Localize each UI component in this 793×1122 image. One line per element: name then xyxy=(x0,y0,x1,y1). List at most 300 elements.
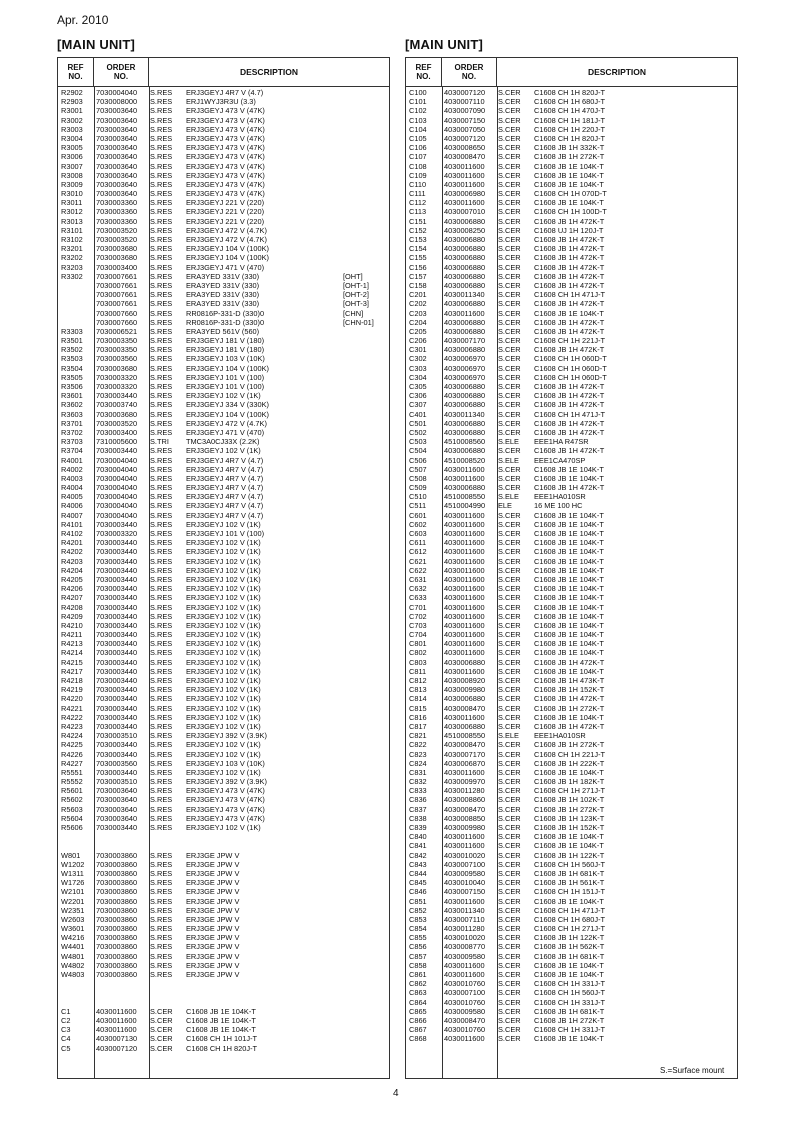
table-row xyxy=(406,685,737,694)
part-type: S.RES xyxy=(150,336,173,346)
description: C1608 JB 1H 472K-T xyxy=(534,253,605,263)
order-no: 4030011600 xyxy=(444,565,485,575)
table-row xyxy=(406,336,737,345)
part-type: S.CER xyxy=(498,161,521,171)
ref-no: R4221 xyxy=(61,703,83,713)
order-no: 4030011600 xyxy=(444,584,485,594)
table-row xyxy=(58,961,389,970)
part-type: S.CER xyxy=(498,409,521,419)
table-row xyxy=(58,988,389,997)
ref-no: C832 xyxy=(409,777,427,787)
order-no: 4030011600 xyxy=(444,170,485,180)
description: ERA3YED 331V (330) xyxy=(186,280,260,290)
ref-no: C101 xyxy=(409,97,427,107)
part-type: S.CER xyxy=(498,666,521,676)
order-no: 7030003350 xyxy=(96,345,138,355)
part-type: S.CER xyxy=(498,280,521,290)
ref-no: C158 xyxy=(409,280,427,290)
ref-no: W2603 xyxy=(61,914,85,924)
ref-no: C301 xyxy=(409,345,427,355)
part-type: S.CER xyxy=(150,1043,173,1053)
order-no: 4030011600 xyxy=(444,1034,485,1044)
ref-no: R5601 xyxy=(61,786,83,796)
table-row xyxy=(58,207,389,216)
order-no: 4030007150 xyxy=(444,115,486,125)
order-no: 4030011600 xyxy=(444,198,485,208)
order-no: 7030003860 xyxy=(96,951,138,961)
description: C1608 JB 1H 122K-T xyxy=(534,850,605,860)
ref-no: R4001 xyxy=(61,455,83,465)
table-row xyxy=(58,134,389,143)
description: C1608 JB 1H 152K-T xyxy=(534,685,605,695)
part-type: S.CER xyxy=(498,914,521,924)
description: ERJ3GE JPW V xyxy=(186,896,240,906)
ref-no: R4002 xyxy=(61,464,83,474)
table-row xyxy=(58,860,389,869)
description: ERJ3GEYJ 4R7 V (4.7) xyxy=(186,510,264,520)
ref-no: C817 xyxy=(409,721,427,731)
table-row xyxy=(58,520,389,529)
order-no: 4030011600 xyxy=(444,630,485,640)
order-no: 7030007661 xyxy=(96,271,138,281)
table-row xyxy=(58,621,389,630)
part-type: S.CER xyxy=(498,1015,521,1025)
ref-no: C603 xyxy=(409,529,427,538)
description: ERJ3GEYJ 104 V (100K) xyxy=(186,363,269,373)
table-row xyxy=(58,887,389,896)
part-type: S.RES xyxy=(150,97,173,107)
part-type: S.RES xyxy=(150,887,173,897)
order-no: 4030008470 xyxy=(444,804,486,814)
description: ERJ3GEYJ 104 V (100K) xyxy=(186,409,269,419)
ref-no: C833 xyxy=(409,786,427,796)
description: C1608 JB 1H 472K-T xyxy=(534,271,605,281)
description: ERJ3GEYJ 102 V (1K) xyxy=(186,602,261,612)
description: C1608 JB 1H 472K-T xyxy=(534,235,605,244)
ref-no: C5 xyxy=(61,1043,71,1053)
part-type: S.RES xyxy=(150,648,173,658)
part-type: S.CER xyxy=(498,1006,521,1016)
table-row xyxy=(58,851,389,860)
part-type: S.CER xyxy=(498,584,521,594)
ref-no: C845 xyxy=(409,878,427,888)
table-row xyxy=(406,639,737,648)
description: ERJ3GE JPW V xyxy=(186,878,240,888)
order-no: 7030004040 xyxy=(96,88,138,97)
order-no: 4030011600 xyxy=(444,538,485,548)
table-row xyxy=(58,731,389,740)
part-type: S.CER xyxy=(498,878,521,888)
table-row xyxy=(406,777,737,786)
part-type: S.RES xyxy=(150,179,173,189)
part-type: S.RES xyxy=(150,290,173,300)
page-number: 4 xyxy=(393,1088,399,1099)
ref-no: W4401 xyxy=(61,942,85,952)
part-type: S.CER xyxy=(498,538,521,548)
ref-no: R3704 xyxy=(61,446,83,456)
ref-no: C632 xyxy=(409,584,427,594)
table-row xyxy=(58,152,389,161)
part-type: S.RES xyxy=(150,731,173,741)
order-no: 4030006880 xyxy=(444,382,486,391)
ref-no: C852 xyxy=(409,905,427,915)
order-no: 4030007050 xyxy=(444,124,486,134)
table-row xyxy=(406,354,737,363)
ref-no: C202 xyxy=(409,299,427,309)
part-type: S.RES xyxy=(150,235,173,244)
description: ERJ3GEYJ 102 V (1K) xyxy=(186,666,261,676)
description: RR0816P-331-D (330)0 xyxy=(186,308,265,318)
description: C1608 JB 1H 272K-T xyxy=(534,152,605,162)
table-row xyxy=(58,584,389,593)
part-type: S.RES xyxy=(150,657,173,667)
ref-no: R3004 xyxy=(61,133,83,143)
part-type: S.CER xyxy=(498,887,521,897)
part-type: S.RES xyxy=(150,574,173,584)
ref-no: R4202 xyxy=(61,547,83,557)
part-type: S.CER xyxy=(498,418,521,428)
order-no: 4030008920 xyxy=(444,676,486,685)
ref-no: C704 xyxy=(409,630,427,640)
part-type: S.RES xyxy=(150,253,173,263)
ref-no: C701 xyxy=(409,602,427,612)
description: C1608 JB 1E 104K-T xyxy=(534,1034,604,1044)
part-type: S.ELE xyxy=(498,455,519,465)
ref-no: C306 xyxy=(409,391,427,401)
order-no: 4030006880 xyxy=(444,244,486,254)
description: C1608 JB 1H 472K-T xyxy=(534,262,605,272)
description: C1608 JB 1E 104K-T xyxy=(534,611,604,621)
order-no: 4030010760 xyxy=(444,979,486,989)
part-type: S.RES xyxy=(150,170,173,180)
ref-no: R4222 xyxy=(61,712,83,722)
right-table-body xyxy=(406,88,737,1044)
ref-no: C205 xyxy=(409,326,427,336)
order-no: 4030011600 xyxy=(444,639,485,649)
order-no: 4030011600 xyxy=(444,611,485,621)
order-no: 4510008550 xyxy=(444,731,486,741)
part-type: S.RES xyxy=(150,970,173,979)
order-no: 4030006880 xyxy=(444,253,486,263)
ref-no: C863 xyxy=(409,988,427,998)
ref-no: R3011 xyxy=(61,198,83,208)
table-row xyxy=(406,428,737,437)
order-no: 4030008470 xyxy=(444,740,486,750)
description: ERJ3GEYJ 472 V (4.7K) xyxy=(186,225,267,235)
order-no: 7030006521 xyxy=(96,326,138,336)
table-row xyxy=(406,648,737,657)
table-row xyxy=(406,768,737,777)
order-no: 4030009580 xyxy=(444,951,486,961)
order-no: 7030003400 xyxy=(96,262,138,272)
ref-no: C802 xyxy=(409,648,427,658)
ref-no: R3101 xyxy=(61,225,83,235)
table-row xyxy=(58,547,389,556)
table-row xyxy=(406,860,737,869)
order-no: 7030003350 xyxy=(96,336,138,346)
ref-no: C511 xyxy=(409,501,427,511)
description: ERJ3GEYJ 102 V (1K) xyxy=(186,676,261,685)
table-row xyxy=(58,768,389,777)
order-no: 4030006880 xyxy=(444,694,486,704)
description: C1608 JB 1E 104K-T xyxy=(534,896,604,906)
table-row xyxy=(406,832,737,841)
order-no: 7030003440 xyxy=(96,538,138,548)
part-type: S.RES xyxy=(150,363,173,373)
order-no: 4030007170 xyxy=(444,749,486,759)
ref-no: C157 xyxy=(409,271,427,281)
ref-no: C866 xyxy=(409,1015,427,1025)
description: C1608 JB 1E 104K-T xyxy=(534,170,604,180)
description: ERJ3GE JPW V xyxy=(186,960,240,970)
description: C1608 CH 1H 151J-T xyxy=(534,887,606,897)
table-row xyxy=(406,722,737,731)
ref-no: R4220 xyxy=(61,694,83,704)
description: ERA3YED 331V (330) xyxy=(186,290,260,300)
description: C1608 CH 1H 100D-T xyxy=(534,207,607,217)
part-type: S.RES xyxy=(150,804,173,814)
table-row xyxy=(406,180,737,189)
description: C1608 JB 1H 681K-T xyxy=(534,868,605,878)
ref-no: C823 xyxy=(409,749,427,759)
order-no: 7030003860 xyxy=(96,887,138,897)
ref-no: R4210 xyxy=(61,620,83,630)
table-row xyxy=(58,704,389,713)
description: ERA3YED 331V (330) xyxy=(186,271,260,281)
ref-no: W4801 xyxy=(61,951,85,961)
ref-no: C622 xyxy=(409,565,427,575)
part-type: S.RES xyxy=(150,464,173,474)
part-type: S.RES xyxy=(150,280,173,290)
table-row xyxy=(406,253,737,262)
table-row xyxy=(58,557,389,566)
ref-no: C864 xyxy=(409,997,427,1007)
description: C1608 CH 1H 181J-T xyxy=(534,115,606,125)
table-row xyxy=(406,134,737,143)
table-row xyxy=(406,970,737,979)
ref-no: R5551 xyxy=(61,767,83,777)
order-no: 4030008860 xyxy=(444,795,486,805)
table-row xyxy=(58,952,389,961)
table-row xyxy=(406,887,737,896)
order-no: 4030006880 xyxy=(444,271,486,281)
part-type: S.CER xyxy=(498,786,521,796)
part-type: S.CER xyxy=(498,593,521,603)
table-row xyxy=(406,400,737,409)
table-row xyxy=(406,667,737,676)
description: ERJ3GEYJ 4R7 V (4.7) xyxy=(186,473,264,483)
table-row xyxy=(58,364,389,373)
part-type: S.RES xyxy=(150,896,173,906)
order-no: 4030006880 xyxy=(444,326,486,336)
part-type: S.CER xyxy=(498,529,521,538)
ref-no: C813 xyxy=(409,685,427,695)
table-row xyxy=(58,327,389,336)
part-type: S.CER xyxy=(498,602,521,612)
part-type: S.CER xyxy=(498,988,521,998)
ref-no: R5602 xyxy=(61,795,83,805)
ref-no: R4207 xyxy=(61,593,83,603)
ref-no: R4004 xyxy=(61,483,83,493)
description: C1608 UJ 1H 120J-T xyxy=(534,225,604,235)
order-no: 4030006970 xyxy=(444,372,486,382)
table-row xyxy=(406,244,737,253)
part-type: S.RES xyxy=(150,115,173,125)
description: C1608 JB 1E 104K-T xyxy=(534,970,604,979)
description: C1608 JB 1H 472K-T xyxy=(534,391,605,401)
right-order-header: ORDER NO. xyxy=(442,58,497,86)
ref-no: R5552 xyxy=(61,777,83,787)
description: C1608 JB 1E 104K-T xyxy=(534,630,604,640)
order-no: 4030006970 xyxy=(444,363,486,373)
ref-no: R3007 xyxy=(61,161,83,171)
order-no: 4030007110 xyxy=(444,97,485,107)
table-row xyxy=(58,382,389,391)
part-type: S.RES xyxy=(150,418,173,428)
ref-no: C840 xyxy=(409,832,427,842)
order-no: 7030003440 xyxy=(96,565,138,575)
order-no: 4030011600 xyxy=(444,960,485,970)
part-type: S.RES xyxy=(150,317,173,327)
part-type: S.RES xyxy=(150,483,173,493)
order-no: 4030011600 xyxy=(444,519,485,529)
order-no: 4030010040 xyxy=(444,878,486,888)
order-no: 4030007150 xyxy=(444,887,486,897)
table-row xyxy=(406,88,737,97)
description: C1608 JB 1H 272K-T xyxy=(534,1015,605,1025)
order-no: 7030003440 xyxy=(96,584,138,594)
table-row xyxy=(58,970,389,979)
order-no: 7030003640 xyxy=(96,170,138,180)
table-row xyxy=(58,612,389,621)
ref-no: C152 xyxy=(409,225,427,235)
part-type: S.RES xyxy=(150,795,173,805)
table-row xyxy=(58,198,389,207)
table-row xyxy=(58,906,389,915)
description: C1608 JB 1H 472K-T xyxy=(534,326,605,336)
description: ERJ3GEYJ 473 V (47K) xyxy=(186,786,265,796)
table-row xyxy=(406,547,737,556)
description: C1608 JB 1H 472K-T xyxy=(534,400,605,410)
order-no: 7030003860 xyxy=(96,933,138,943)
part-type: S.CER xyxy=(498,170,521,180)
description: C1608 JB 1H 473K-T xyxy=(534,676,605,685)
order-no: 7030003440 xyxy=(96,721,138,731)
ref-no: C857 xyxy=(409,951,427,961)
order-no: 7030003320 xyxy=(96,382,138,391)
part-type: S.CER xyxy=(498,262,521,272)
description: ERJ3GEYJ 472 V (4.7K) xyxy=(186,418,267,428)
order-no: 7030003440 xyxy=(96,611,138,621)
table-row xyxy=(58,694,389,703)
order-no: 7030003860 xyxy=(96,850,138,860)
description: ERJ3GEYJ 334 V (330K) xyxy=(186,400,269,410)
order-no: 4510008520 xyxy=(444,455,486,465)
order-no: 7030003740 xyxy=(96,400,138,410)
description: C1608 JB 1H 272K-T xyxy=(534,804,605,814)
description: RR0816P-331-D (330)0 xyxy=(186,317,265,327)
part-type: S.RES xyxy=(150,409,173,419)
description: ERJ3GEYJ 392 V (3.9K) xyxy=(186,731,267,741)
description: C1608 CH 1H 060D-T xyxy=(534,372,607,382)
part-type: S.RES xyxy=(150,813,173,823)
table-row xyxy=(406,125,737,134)
description: ERJ3GEYJ 181 V (180) xyxy=(186,336,265,346)
order-no: 4030011600 xyxy=(444,832,485,842)
ref-no: R3012 xyxy=(61,207,83,217)
description: C1608 JB 1E 104K-T xyxy=(534,648,604,658)
description: C1608 JB 1E 104K-T xyxy=(534,593,604,603)
description: ERJ3GEYJ 473 V (47K) xyxy=(186,813,265,823)
description: ERJ3GEYJ 4R7 V (4.7) xyxy=(186,501,264,511)
description: C1608 CH 1H 060D-T xyxy=(534,363,607,373)
description: ERJ3GEYJ 102 V (1K) xyxy=(186,620,261,630)
table-row xyxy=(406,823,737,832)
ref-no: C801 xyxy=(409,639,427,649)
part-type: S.RES xyxy=(150,189,173,199)
description: TMC3A0CJ33X (2.2K) xyxy=(186,437,260,447)
order-no: 4030011340 xyxy=(444,290,485,300)
table-row xyxy=(406,171,737,180)
part-type: S.RES xyxy=(150,905,173,915)
part-type: S.RES xyxy=(150,538,173,548)
order-no: 7030003440 xyxy=(96,657,138,667)
order-no: 7030003640 xyxy=(96,143,138,153)
table-row xyxy=(406,217,737,226)
part-type: S.RES xyxy=(150,400,173,410)
description: C1608 JB 1E 104K-T xyxy=(534,198,604,208)
ref-no: C154 xyxy=(409,244,427,254)
table-row xyxy=(406,501,737,510)
description: C1608 JB 1E 104K-T xyxy=(534,161,604,171)
table-row xyxy=(58,88,389,97)
description: C1608 JB 1E 104K-T xyxy=(534,639,604,649)
description: ERJ3GEYJ 104 V (100K) xyxy=(186,253,269,263)
description: ERJ3GE JPW V xyxy=(186,951,240,961)
table-row xyxy=(58,391,389,400)
description: C1608 JB 1E 104K-T xyxy=(534,574,604,584)
part-type: S.CER xyxy=(498,547,521,557)
description: C1608 CH 1H 060D-T xyxy=(534,354,607,364)
order-no: 7030003860 xyxy=(96,960,138,970)
ref-no: C508 xyxy=(409,473,427,483)
order-no: 4030009580 xyxy=(444,868,486,878)
table-row xyxy=(58,667,389,676)
order-no: 7030003640 xyxy=(96,115,138,125)
description: ERJ3GEYJ 102 V (1K) xyxy=(186,703,261,713)
part-type: S.CER xyxy=(498,970,521,979)
part-type: S.RES xyxy=(150,868,173,878)
ref-no: C853 xyxy=(409,914,427,924)
part-type: S.RES xyxy=(150,712,173,722)
description: C1608 JB 1H 472K-T xyxy=(534,345,605,355)
order-no: 7030003360 xyxy=(96,216,138,226)
ref-no: C836 xyxy=(409,795,427,805)
description: EEE1HA010SR xyxy=(534,731,586,741)
part-type: S.CER xyxy=(498,225,521,235)
order-no: 4030011600 xyxy=(444,970,485,979)
table-row xyxy=(58,162,389,171)
part-type: S.RES xyxy=(150,850,173,860)
part-type: S.RES xyxy=(150,823,173,832)
order-no: 4030011600 xyxy=(444,896,485,906)
part-type: S.CER xyxy=(498,253,521,263)
part-type: S.RES xyxy=(150,133,173,143)
part-type: S.RES xyxy=(150,152,173,162)
order-no: 4030007010 xyxy=(444,207,486,217)
description: ERJ3GEYJ 221 V (220) xyxy=(186,198,265,208)
ref-no: C838 xyxy=(409,813,427,823)
